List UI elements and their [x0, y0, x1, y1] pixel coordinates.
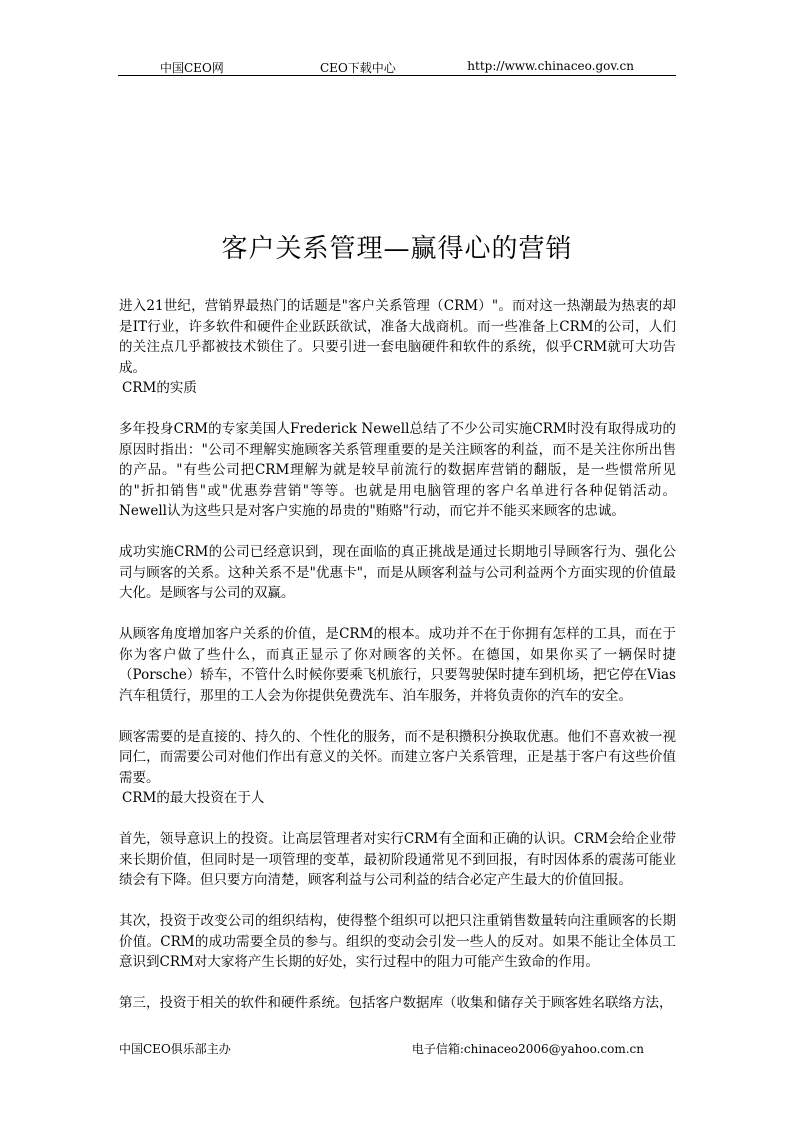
- paragraph-success: 成功实施CRM的公司已经意识到，现在面临的真正挑战是通过长期地引导顾客行为、强化公司与顾客的关系。这种关系不是"优惠卡"，而是从顾客利益与公司利益两个方面实现的价值最大化。是顾客与公司的双赢。: [119, 544, 676, 601]
- header-url: http://www.chinaceo.gov.cn: [467, 59, 634, 73]
- paragraph-customer-needs: 顾客需要的是直接的、持久的、个性化的服务，而不是积攒积分换取优惠。他们不喜欢被一视同仁，而需要公司对他们作出有意义的关怀。而建立客户关系管理，正是基于客户有这些价值需要。: [119, 728, 676, 786]
- document-body: [119, 296, 676, 1014]
- document-title: 客户关系管理—赢得心的营销: [221, 234, 573, 264]
- footer-organizer: 中国CEO俱乐部主办: [119, 1042, 231, 1056]
- paragraph-newell: 多年投身CRM的专家美国人Frederick Newell总结了不少公司实施CRM时没有取得成功的原因时指出："公司不理解实施顾客关系管理重要的是关注顾客的利益，而不是关注你所出售的产品。"有些公司把CRM理解为就是较早前流行的数据库营销的翻版，是一些惯常所见的"折扣销售"或"优惠券营销"等等。也就是用电脑管理的客户名单进行各种促销活动。Newell认为这些只是对客户实施的昂贵的"贿赂"行动，而它并不能买来顾客的忠诚。: [119, 421, 676, 519]
- section-heading-investment: CRM的最大投资在于人: [122, 790, 265, 806]
- paragraph-customer-value: 从顾客角度增加客户关系的价值，是CRM的根本。成功并不在于你拥有怎样的工具，而在于你为客户做了些什么，而真正显示了你对顾客的关怀。在德国，如果你买了一辆保时捷（Porsche）轿车，不管什么时候你要乘飞机旅行，只要驾驶保时捷车到机场，把它停在Vias汽车租赁行，那里的工人会为你提供免费洗车、泊车服务，并将负责你的汽车的安全。: [119, 626, 676, 704]
- header-site-name: 中国CEO网: [160, 61, 224, 75]
- paragraph-third: 第三，投资于相关的软件和硬件系统。包括客户数据库（收集和储存关于顾客姓名联络方法，: [119, 995, 673, 1011]
- paragraph-second: 其次，投资于改变公司的组织结构，使得整个组织可以把只注重销售数量转向注重顾客的长期价值。CRM的成功需要全员的参与。组织的变动会引发一些人的反对。如果不能让全体员工意识到CRM对大家将产生长期的好处，实行过程中的阻力可能产生致命的作用。: [119, 913, 676, 970]
- header-download-center: CEO下载中心: [320, 61, 396, 75]
- footer-email: 电子信箱:chinaceo2006@yahoo.com.cn: [411, 1042, 644, 1056]
- page-footer: [119, 1040, 676, 1058]
- paragraph-first: 首先，领导意识上的投资。让高层管理者对实行CRM有全面和正确的认识。CRM会给企业带来长期价值，但同时是一项管理的变革，最初阶段通常见不到回报，有时因体系的震荡可能业绩会有下降。但只要方向清楚，顾客利益与公司利益的结合必定产生最大的价值回报。: [119, 831, 676, 888]
- section-heading-crm-essence: CRM的实质: [122, 380, 197, 396]
- page-header: [118, 57, 676, 76]
- paragraph-intro: 进入21世纪，营销界最热门的话题是"客户关系管理（CRM）"。而对这一热潮最为热衷的却是IT行业，许多软件和硬件企业跃跃欲试，准备大战商机。而一些准备上CRM的公司，人们的关注点几乎都被技术锁住了。只要引进一套电脑硬件和软件的系统，似乎CRM就可大功告成。: [119, 298, 676, 376]
